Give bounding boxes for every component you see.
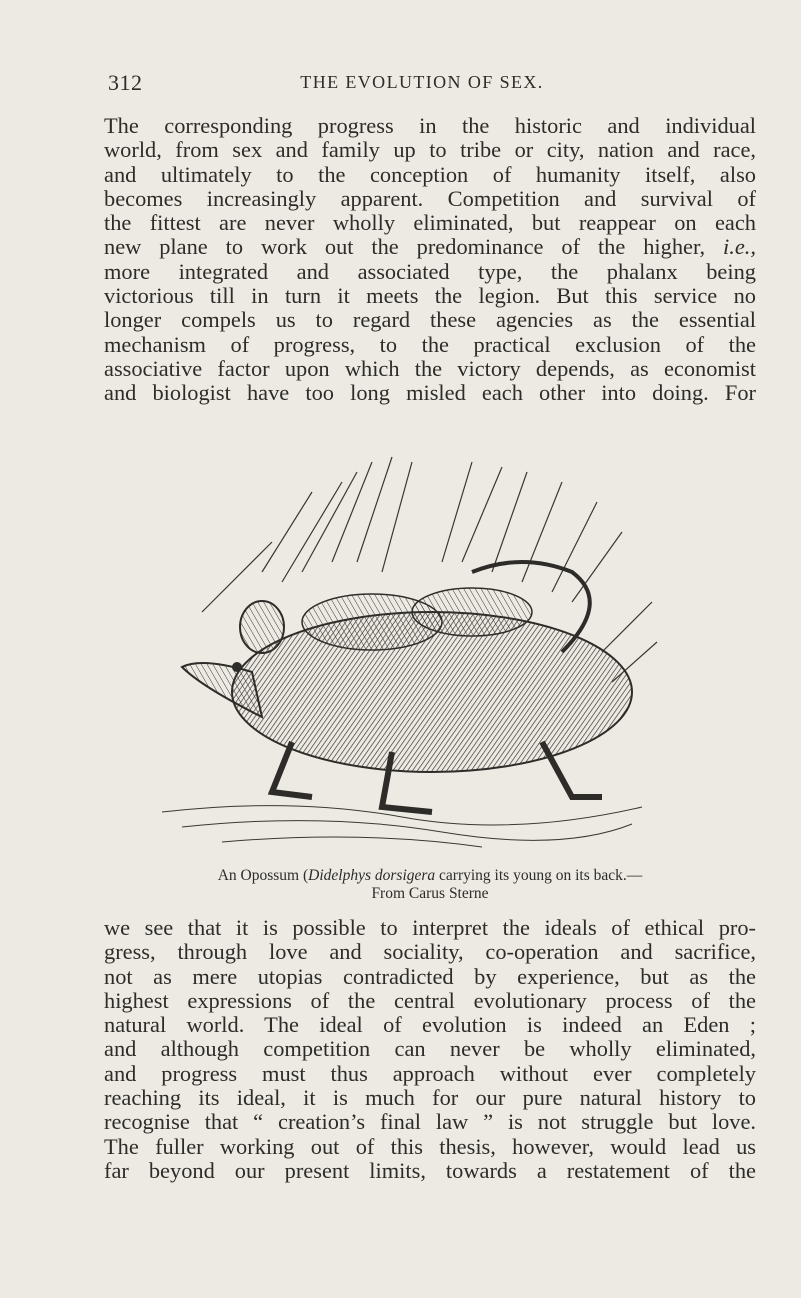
text-line: victorious till in turn it meets the legion. But this service no xyxy=(104,283,756,309)
text-line: natural world. The ideal of evolution is indeed an Eden ; xyxy=(104,1012,756,1038)
text-line: not as mere utopias contradicted by experience, but as the xyxy=(104,963,756,989)
figure-caption xyxy=(104,867,756,903)
text-line: reaching its ideal, it is much for our pure natural history to xyxy=(104,1085,756,1111)
text-line: The fuller working out of this thesis, however, would lead us xyxy=(104,1133,756,1159)
text-line: highest expressions of the central evolutionary process of the xyxy=(104,987,756,1013)
page-header xyxy=(108,70,696,100)
text-line: mechanism of progress, to the practical exclusion of the xyxy=(104,331,756,357)
text-line: and although competition can never be wholly eliminated, xyxy=(104,1036,756,1062)
text-line: new plane to work out the predominance of the higher, i.e., xyxy=(104,234,756,260)
caption-credit: From Carus Sterne xyxy=(371,885,489,902)
text-line: recognise that “ creation’s final law ” is not struggle but love. xyxy=(104,1109,756,1135)
page-number: 312 xyxy=(108,70,143,95)
text-line: more integrated and associated type, the phalanx being xyxy=(104,258,756,284)
text-line: we see that it is possible to interpret the ideals of ethical pro- xyxy=(104,915,756,940)
text-line: and progress must thus approach without ever completely xyxy=(104,1060,756,1086)
text-line: and ultimately to the conception of humanity itself, also xyxy=(104,161,756,187)
text-line: The corresponding progress in the historic and individual xyxy=(104,113,756,138)
text-line: becomes increasingly apparent. Competition and survival of xyxy=(104,185,756,211)
paragraph-top xyxy=(104,114,756,406)
text-line: the fittest are never wholly eliminated, but reappear on each xyxy=(104,210,756,236)
text-line: gress, through love and sociality, co-operation and sacrifice, xyxy=(104,939,756,965)
caption-species: Didelphys dorsigera xyxy=(308,867,436,884)
text-line: longer compels us to regard these agencies as the essential xyxy=(104,307,756,333)
caption-prefix: An Opossum ( xyxy=(217,867,309,884)
text-line: world, from sex and family up to tribe or city, nation and race, xyxy=(104,137,756,163)
text-line: and biologist have too long misled each other into doing. For xyxy=(104,380,756,406)
caption-suffix: carrying its young on its back.— xyxy=(435,867,643,884)
text-line: far beyond our present limits, towards a restatement of the xyxy=(104,1157,756,1183)
paragraph-bottom xyxy=(104,916,756,1183)
running-title: THE EVOLUTION OF SEX. xyxy=(300,72,544,92)
opossum-illustration xyxy=(142,452,662,862)
italic-ie: i.e., xyxy=(723,234,756,260)
text-line: associative factor upon which the victory depends, as economist xyxy=(104,355,756,381)
